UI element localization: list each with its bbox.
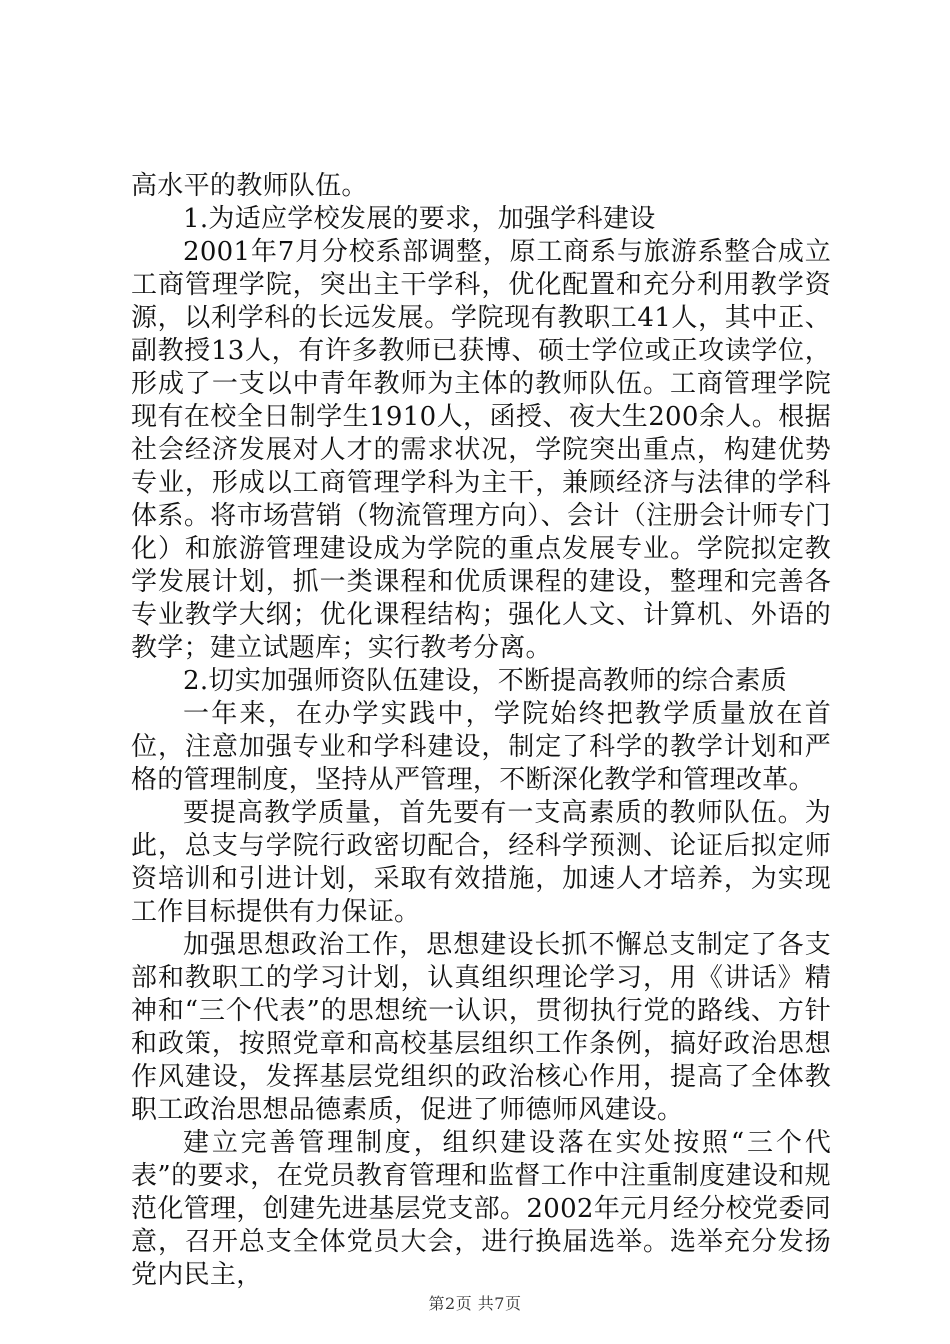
paragraph-continuation: 高水平的教师队伍。: [131, 171, 368, 201]
page-number-footer: 第2页 共7页: [428, 1294, 522, 1313]
section-heading-1: 1.为适应学校发展的要求，加强学科建设: [183, 204, 656, 234]
paragraph-management-system: 建立完善管理制度，组织建设落在实处按照“三个代表”的要求，在党员教育管理和监督工作中注重制度建设和规范化管理，创建先进基层党支部。2002年元月经分校党委同意，召开总支全体党员大会，进行换届选举。选举充分发扬党内民主，: [131, 1128, 831, 1290]
paragraph-teaching-quality: 一年来，在办学实践中，学院始终把教学质量放在首位，注意加强专业和学科建设，制定了科学的教学计划和严格的管理制度，坚持从严管理，不断深化教学和管理改革。: [131, 699, 831, 795]
paragraph-discipline-building: 2001年7月分校系部调整，原工商系与旅游系整合成立工商管理学院，突出主干学科，优化配置和充分利用教学资源，以利学科的长远发展。学院现有教职工41人，其中正、副教授13人，有许多教师已获博、硕士学位或正攻读学位，形成了一支以中青年教师为主体的教师队伍。工商管理学院现有在校全日制学生1910人，函授、夜大生200余人。根据社会经济发展对人才的需求状况，学院突出重点，构建优势专业，形成以工商管理学科为主干，兼顾经济与法律的学科体系。将市场营销（物流管理方向）、会计（注册会计师专门化）和旅游管理建设成为学院的重点发展专业。学院拟定教学发展计划，抓一类课程和优质课程的建设，整理和完善各专业教学大纲；优化课程结构；强化人文、计算机、外语的教学；建立试题库；实行教考分离。: [131, 237, 831, 663]
section-heading-2: 2.切实加强师资队伍建设，不断提高教师的综合素质: [183, 666, 788, 696]
paragraph-faculty-plan: 要提高教学质量，首先要有一支高素质的教师队伍。为此，总支与学院行政密切配合，经科学预测、论证后拟定师资培训和引进计划，采取有效措施，加速人才培养，为实现工作目标提供有力保证。: [131, 798, 831, 927]
paragraph-political-work: 加强思想政治工作，思想建设长抓不懈总支制定了各支部和教职工的学习计划，认真组织理论学习，用《讲话》精神和“三个代表”的思想统一认识，贯彻执行党的路线、方针和政策，按照党章和高校基层组织工作条例，搞好政治思想作风建设，发挥基层党组织的政治核心作用，提高了全体教职工政治思想品德素质，促进了师德师风建设。: [131, 930, 831, 1125]
document-body: [131, 170, 831, 1292]
